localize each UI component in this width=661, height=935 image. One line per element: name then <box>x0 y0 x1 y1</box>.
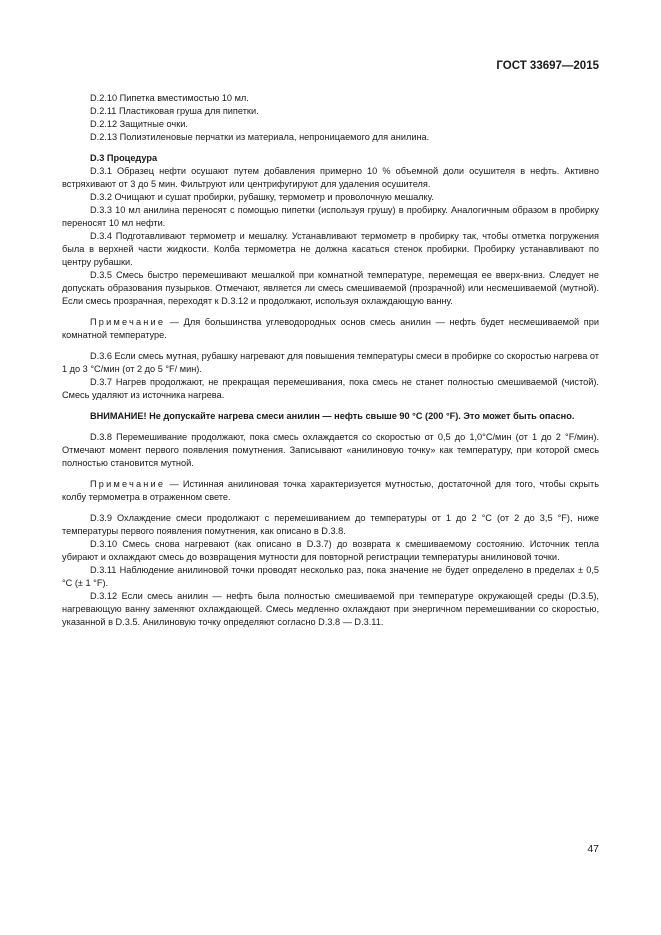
note-2-text: — Истинная анилиновая точка характеризуется мутностью, достаточной для того, чтобы скрыть колбу термометра в отраженном свете. <box>62 479 599 502</box>
warning-text: ВНИМАНИЕ! Не допускайте нагрева смеси анилин — нефть свыше 90 °С (200 °F). Это может быть опасно. <box>90 411 575 421</box>
note-1-text: — Для большинства углеводородных основ смесь анилин — нефть будет несмешиваемой при комнатной температуре. <box>62 317 599 340</box>
page-number: 47 <box>587 843 599 855</box>
paragraph-d3-8: D.3.8 Перемешивание продолжают, пока смесь охлаждается со скоростью от 0,5 до 1,0°С/мин (от 1 до 2 °F/мин). Отмечают момент первого появления помутнения. Записывают «анилиновую точку» как температуру, при которой смесь полностью становится мутной. <box>62 432 599 468</box>
note-2 <box>62 478 599 504</box>
note-1-label: Примечание <box>90 317 166 327</box>
paragraph-d3-4: D.3.4 Подготавливают термометр и мешалку. Устанавливают термометр в пробирку так, чтобы отметка погружения была в верхней части жидкости. Колба термометра не должна касаться стенок пробирки. Пробирку устанавливают по центру рубашки. <box>62 231 599 267</box>
item-d2-13: D.2.13 Полиэтиленовые перчатки из материала, непроницаемого для анилина. <box>90 132 430 142</box>
item-d2-10: D.2.10 Пипетка вместимостью 10 мл. <box>90 93 249 103</box>
paragraph-d3-6: D.3.6 Если смесь мутная, рубашку нагревают для повышения температуры смеси в пробирке со скоростью нагрева от 1 до 3 °С/мин (от 2 до 5 °F/ мин). <box>62 351 599 374</box>
paragraph-d3-9: D.3.9 Охлаждение смеси продолжают с перемешиванием до температуры от 1 до 2 °С (от 2 до 3,5 °F), ниже температуры первого появления помутнения, как описано в D.3.8. <box>62 513 599 536</box>
note-1 <box>62 316 599 342</box>
item-d2-11: D.2.11 Пластиковая груша для пипетки. <box>90 106 259 116</box>
paragraph-d3-12: D.3.12 Если смесь анилин — нефть была полностью смешиваемой при температуре окружающей среды (D.3.5), нагревающую ванну заменяют охлаждающей. Смесь медленно охлаждают при энергичном перемешивании со скоростью, указанной в D.3.5. Анилиновую точку определяют согласно D.3.8 — D.3.11. <box>62 591 599 627</box>
paragraph-d3-10: D.3.10 Смесь снова нагревают (как описано в D.3.7) до возврата к смешиваемому состоянию. Источник тепла убирают и охлаждают смесь до возвращения мутности для повторной регистрации температуры анилиновой точки. <box>62 539 599 562</box>
paragraph-d3-5: D.3.5 Смесь быстро перемешивают мешалкой при комнатной температуре, перемещая ее вверх-вниз. Следует не допускать образования пузырьков. Отмечают, является ли смесь смешиваемой (прозрачной) или несмешиваемой (мутной). Если смесь прозрачная, переходят к D.3.12 и продолжают, используя охлаждающую ванну. <box>62 270 599 306</box>
item-d2-12: D.2.12 Защитные очки. <box>90 119 188 129</box>
document-id: ГОСТ 33697—2015 <box>496 60 599 72</box>
paragraph-d3-2: D.3.2 Очищают и сушат пробирки, рубашку, термометр и проволочную мешалку. <box>90 192 434 202</box>
section-heading-d3: D.3 Процедура <box>90 153 158 163</box>
page-content <box>62 92 599 629</box>
note-2-label: Примечание <box>90 479 166 489</box>
paragraph-d3-3: D.3.3 10 мл анилина переносят с помощью пипетки (используя грушу) в пробирку. Аналогичным образом в пробирку переносят 10 мл нефти. <box>62 205 599 228</box>
paragraph-d3-7: D.3.7 Нагрев продолжают, не прекращая перемешивания, пока смесь не станет полностью смешиваемой (чистой). Смесь удаляют из источника нагрева. <box>62 377 599 400</box>
paragraph-d3-11: D.3.11 Наблюдение анилиновой точки проводят несколько раз, пока значение не будет определено в пределах ± 0,5 °С (± 1 °F). <box>62 565 599 588</box>
paragraph-d3-1: D.3.1 Образец нефти осушают путем добавления примерно 10 % объемной доли осушителя в нефть. Активно встряхивают от 3 до 5 мин. Фильтруют или центрифугируют для удаления осушителя. <box>62 166 599 189</box>
